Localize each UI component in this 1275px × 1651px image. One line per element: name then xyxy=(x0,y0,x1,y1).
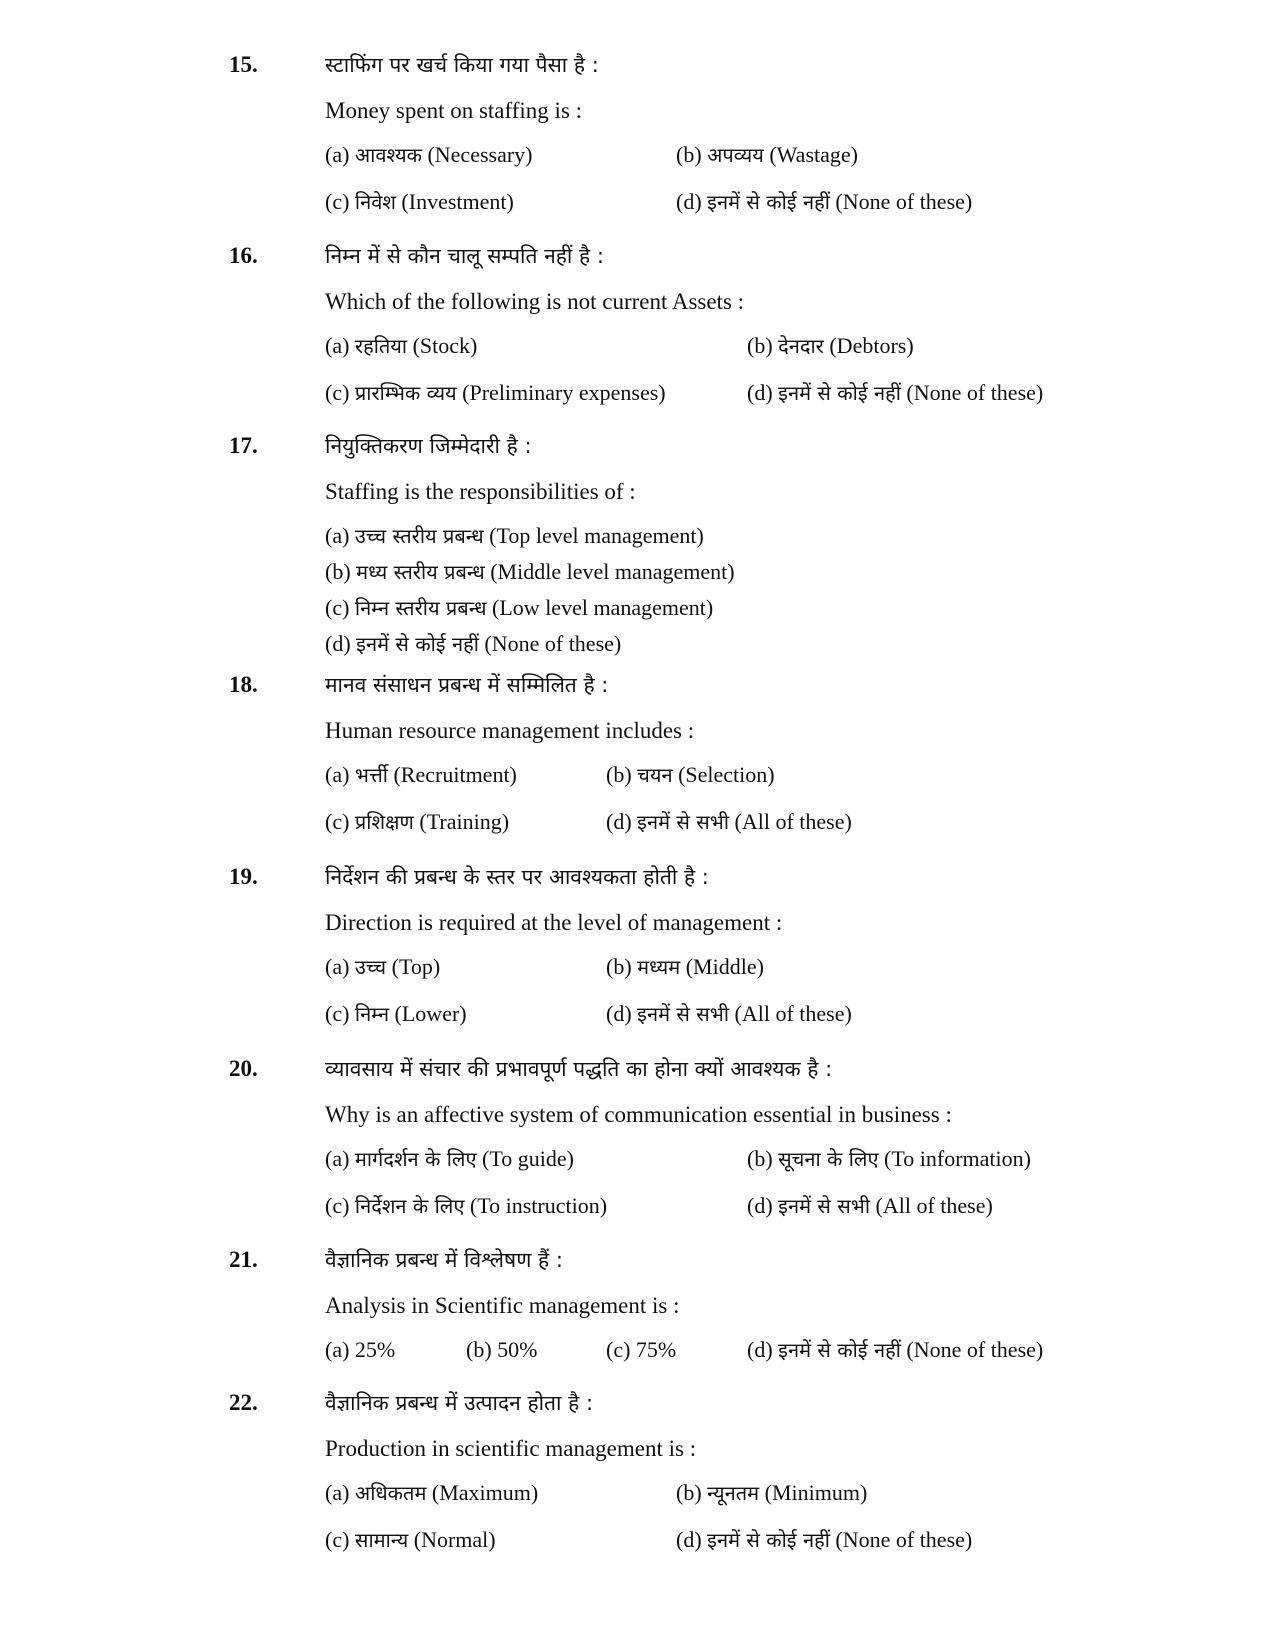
option-a: (a) अधिकतम (Maximum) xyxy=(325,1480,539,1505)
question-english: Which of the following is not current Assets : xyxy=(325,289,745,314)
option-d: (d) इनमें से सभी (All of these) xyxy=(606,1001,852,1026)
option-d: (d) इनमें से कोई नहीं (None of these) xyxy=(325,631,622,656)
option-c: (c) निर्देशन के लिए (To instruction) xyxy=(325,1193,608,1218)
question-english: Production in scientific management is : xyxy=(325,1436,697,1461)
option-c: (c) प्रशिक्षण (Training) xyxy=(325,809,510,834)
option-c: (c) निम्न स्तरीय प्रबन्ध (Low level management) xyxy=(325,595,714,620)
option-a: (a) उच्च स्तरीय प्रबन्ध (Top level management) xyxy=(325,523,704,548)
option-a: (a) 25% xyxy=(325,1337,396,1362)
option-b: (b) सूचना के लिए (To information) xyxy=(747,1146,1031,1171)
option-d: (d) इनमें से कोई नहीं (None of these) xyxy=(747,1337,1044,1362)
option-a: (a) आवश्यक (Necessary) xyxy=(325,142,533,167)
question-english: Staffing is the responsibilities of : xyxy=(325,479,636,504)
question-english: Why is an affective system of communication essential in business : xyxy=(325,1102,952,1127)
option-c: (c) प्रारम्भिक व्यय (Preliminary expenses) xyxy=(325,380,666,405)
option-a: (a) उच्च (Top) xyxy=(325,954,441,979)
option-c: (c) सामान्य (Normal) xyxy=(325,1527,496,1552)
question-english: Money spent on staffing is : xyxy=(325,98,583,123)
question-number: 19. xyxy=(229,864,258,889)
question-hindi: नियुक्तिकरण जिम्मेदारी है : xyxy=(325,434,532,458)
question-hindi: स्टाफिंग पर खर्च किया गया पैसा है : xyxy=(325,53,599,77)
option-c: (c) निवेश (Investment) xyxy=(325,189,514,214)
option-b: (b) मध्य स्तरीय प्रबन्ध (Middle level management) xyxy=(325,559,735,584)
option-b: (b) 50% xyxy=(466,1337,538,1362)
question-hindi: मानव संसाधन प्रबन्ध में सम्मिलित है : xyxy=(325,673,609,697)
question-number: 21. xyxy=(229,1247,258,1272)
question-number: 20. xyxy=(229,1056,258,1081)
option-d: (d) इनमें से सभी (All of these) xyxy=(606,809,852,834)
question-hindi: निर्देशन की प्रबन्ध के स्तर पर आवश्यकता होती है : xyxy=(325,865,709,889)
question-number: 17. xyxy=(229,433,258,458)
question-number: 22. xyxy=(229,1390,258,1415)
option-a: (a) भर्त्ती (Recruitment) xyxy=(325,762,517,787)
option-b: (b) न्यूनतम (Minimum) xyxy=(676,1480,868,1505)
question-english: Human resource management includes : xyxy=(325,718,695,743)
option-b: (b) चयन (Selection) xyxy=(606,762,775,787)
option-a: (a) मार्गदर्शन के लिए (To guide) xyxy=(325,1146,574,1171)
question-hindi: निम्न में से कौन चालू सम्पति नहीं है : xyxy=(325,244,604,268)
option-d: (d) इनमें से कोई नहीं (None of these) xyxy=(676,189,973,214)
option-c: (c) 75% xyxy=(606,1337,677,1362)
question-english: Direction is required at the level of management : xyxy=(325,910,783,935)
question-hindi: वैज्ञानिक प्रबन्ध में उत्पादन होता है : xyxy=(325,1391,594,1415)
question-number: 18. xyxy=(229,672,258,697)
option-b: (b) अपव्यय (Wastage) xyxy=(676,142,858,167)
option-d: (d) इनमें से कोई नहीं (None of these) xyxy=(676,1527,973,1552)
option-a: (a) रहतिया (Stock) xyxy=(325,333,478,358)
option-d: (d) इनमें से सभी (All of these) xyxy=(747,1193,993,1218)
option-b: (b) मध्यम (Middle) xyxy=(606,954,764,979)
option-c: (c) निम्न (Lower) xyxy=(325,1001,467,1026)
question-hindi: वैज्ञानिक प्रबन्ध में विश्लेषण हैं : xyxy=(325,1248,563,1272)
question-number: 15. xyxy=(229,52,258,77)
question-hindi: व्यावसाय में संचार की प्रभावपूर्ण पद्धति का होना क्यों आवश्यक है : xyxy=(325,1057,833,1081)
question-number: 16. xyxy=(229,243,258,268)
question-english: Analysis in Scientific management is : xyxy=(325,1293,680,1318)
option-d: (d) इनमें से कोई नहीं (None of these) xyxy=(747,380,1044,405)
option-b: (b) देनदार (Debtors) xyxy=(747,333,914,358)
